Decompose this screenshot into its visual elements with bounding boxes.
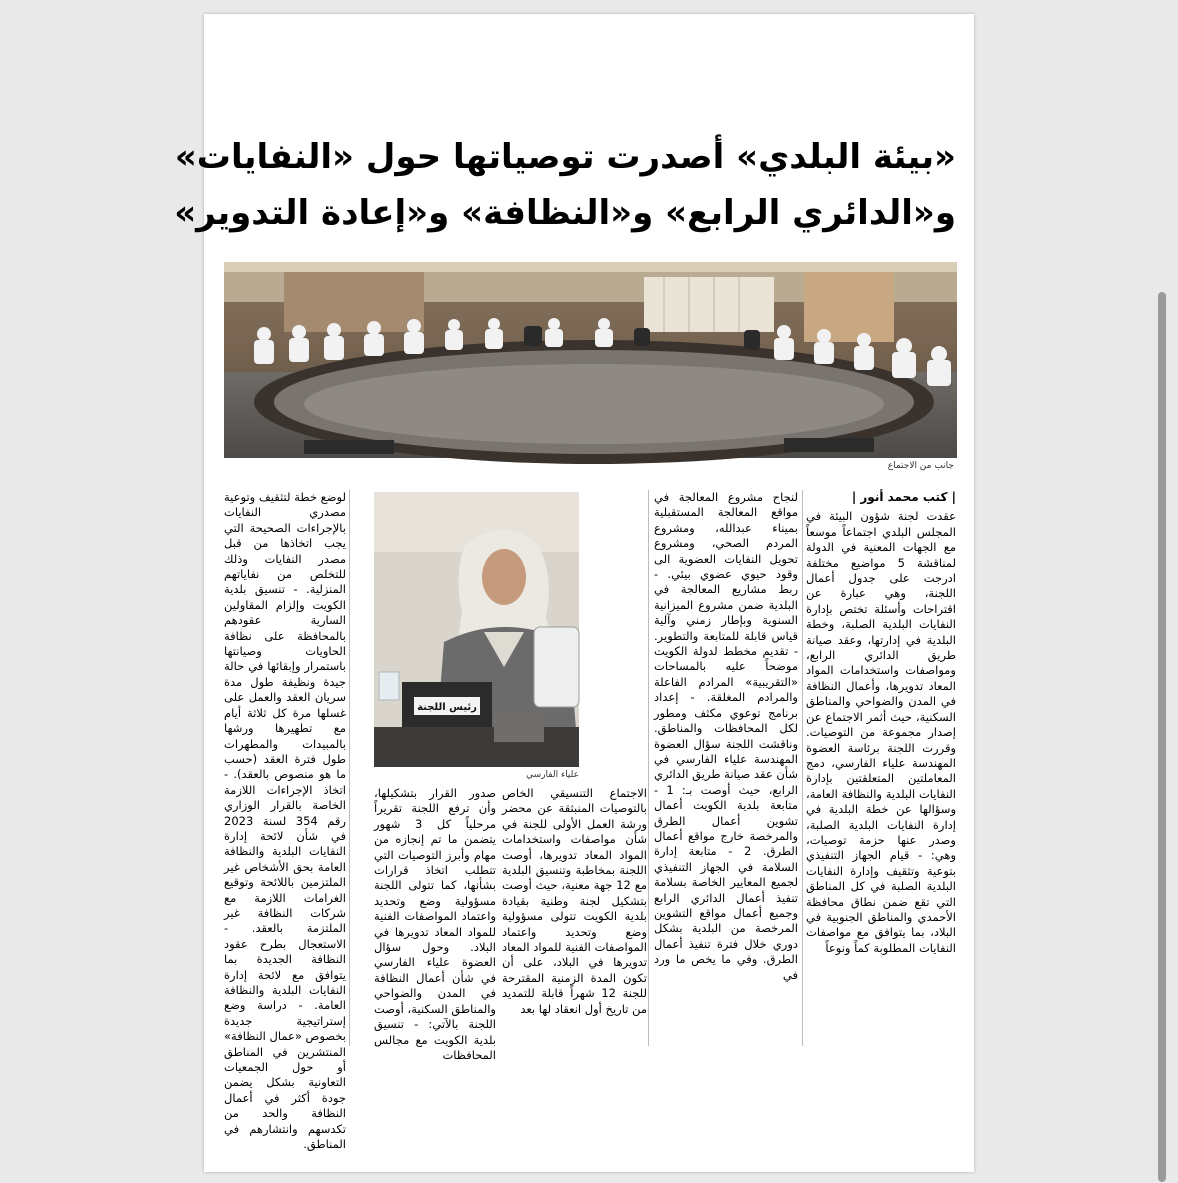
article-column-3 [224,490,346,1152]
column-3-text: لوضع خطة لتثقيف وتوعية مصدري النفايات بالإجراءات الصحيحة التي يجب اتخاذها من قبل مصدر النفايات وذلك للتخلص من نفاياتهم المنزلية. - تنسيق بلدية الكويت وإلزام المقاولين السارية عقودهم بالمحافظة على نظافة الحاويات وصيانتها باستمرار وإبقائها في حالة جيدة ونظيفة طول مدة سريان العقد والعمل على غسلها مرة كل ثلاثة أيام مع تطهيرها ورشها بالمبيدات والمطهرات طول فترة العقد (حسب ما هو منصوص بالعقد). - اتخاذ الإجراءات اللازمة الخاصة بالقرار الوزاري رقم 354 لسنة 2023 في شأن لائحة إدارة النفايات البلدية والنظافة العامة بحق الأشخاص غير الملتزمين باللائحة وتوقيع الغرامات اللازمة مع شركات النظافة غير الملتزمة بالعقد. - الاستعجال بطرح عقود النظافة الجديدة بما يتوافق مع لائحة إدارة النفايات البلدية والنظافة العامة. - دراسة وضع إستراتيجية جديدة بخصوص «عمال النظافة» المنتشرين في المناطق أو حول الجمعيات التعاونية بشكل يضمن جودة أكثر في أعمال النظافة والحد من تكدسهم وانتشارهم في المناطق. [224,490,346,1152]
article-column-1 [806,490,956,1050]
headline-line-2: و«الدائري الرابع» و«النظافة» و«إعادة التدوير» [174,193,956,233]
byline: | كتب محمد أنور | [851,490,956,504]
column-divider [802,490,803,1046]
article-headline [174,129,956,241]
portrait-photo [374,492,579,767]
nameplate-text: رئيس اللجنة [417,702,477,713]
article-column-4 [502,786,647,1046]
article-column-5 [374,786,496,1062]
column-4-text: الاجتماع التنسيقي الخاص بالتوصيات المنبثقة عن محضر ورشة العمل الأولى للجنة في شأن مواصفات واستخدامات المواد المعاد تدويرها، أوصت اللجنة بمخاطبة وتنسيق البلدية مع 12 جهة معنية، حيث أوصت بتشكيل لجنة وطنية بقيادة بلدية الكويت تتولى مسؤولية وضع وتحديد واعتماد المواصفات الفنية للمواد المعاد تدويرها في البلاد، على أن تكون المدة الزمنية المقترحة للجنة 12 شهراً قابلة للتمديد من تاريخ أول انعقاد لها بعد [502,786,647,1016]
portrait-caption: علياء الفارسي [526,770,579,780]
column-1-text: عقدت لجنة شؤون البيئة في المجلس البلدي اجتماعاً موسعاً مع الجهات المعنية في الدولة لمناقشة 5 مواضيع مختلفة ادرجت على جدول أعمال اللجنة، وهي عبارة عن اقتراحات وأسئلة تختص بإدارة النفايات البلدية الصلبة، وخطة البلدية في إدارتها، وعقد صيانة طريق الدائري الرابع، ومواصفات واستخدامات المواد المعاد تدويرها، وأعمال النظافة في المدن والضواحي والمناطق السكنية، حيث أثمر الاجتماع عن إصدار مجموعة من التوصيات. وقررت اللجنة برئاسة العضوة المهندسة علياء الفارسي، دمج المعاملتين المتعلقتين بإدارة النفايات البلدية والنظافة العامة، وسؤالها عن خطة البلدية في إدارة النفايات البلدية الصلبة، وصدر عنها حزمة توصيات، وهي: - قيام الجهاز التنفيذي بتوعية وتثقيف وإدارة النفايات البلدية الصلبة في كل المناطق التي تقع ضمن نطاق محافظة الأحمدي والمناطق الجنوبية في البلاد، بما يتوافق مع مواصفات النفايات المطلوبة كماً ونوعاً [806,509,956,955]
column-divider [349,490,350,1046]
window-scrollbar[interactable] [1158,292,1166,1182]
headline-line-1: «بيئة البلدي» أصدرت توصياتها حول «النفايات» [174,137,956,177]
article-column-2 [654,490,798,1050]
meeting-photo [224,262,957,458]
newspaper-page [174,14,974,1172]
column-divider [648,490,649,1046]
column-2-text: لنجاح مشروع المعالجة في مواقع المعالجة المستقبلية بميناء عبدالله، ومشروع المردم الصحي، ومشروع تحويل النفايات العضوية الى وقود حيوي عضوي بيئي. - ربط مشاريع المعالجة في البلدية ضمن مشروع الميزانية السنوية وبإطار زمني وآلية قياس قابلة للمتابعة والتطوير. - تقديم مخطط لدولة الكويت موضحاً عليه بالمساحات «التقريبية» المرادم الفاعلة والمرادم المغلقة. - إعداد برنامج توعوي مكثف ومطور لكل المحافظات والمناطق. وناقشت اللجنة سؤال العضوة المهندسة علياء الفارسي في شأن عقد صيانة طريق الدائري الرابع، حيث أوصت بـ: 1 - متابعة بلدية الكويت أعمال تشوين أعمال الطرق والمرخصة خارج مواقع أعمال الطرق. 2 - متابعة إدارة السلامة في الجهاز التنفيذي لجميع المعايير الخاصة بسلامة تنفيذ أعمال الدائري الرابع وجميع أعمال مواقع التشوين المرخصة من البلدية بشكل دوري خلال فترة تنفيذ أعمال الطرق. وفي ما يخص ما ورد في [654,490,798,982]
photo-caption: جانب من الاجتماع [887,461,954,471]
column-5-text: صدور القرار بتشكيلها، وأن ترفع اللجنة تقريراً مرحلياً كل 3 شهور يتضمن ما تم إنجازه من مهام وأبرز التوصيات التي تتطلب اتخاذ قرارات بشأنها، كما تتولى اللجنة مسؤولية وضع وتحديد واعتماد المواصفات الفنية للمواد المعاد تدويرها في البلاد. وحول سؤال العضوة علياء الفارسي في شأن أعمال النظافة في المدن والضواحي والمناطق السكنية، أوصت اللجنة بالآتي: - تنسيق بلدية الكويت مع مجالس المحافظات [374,786,496,1062]
